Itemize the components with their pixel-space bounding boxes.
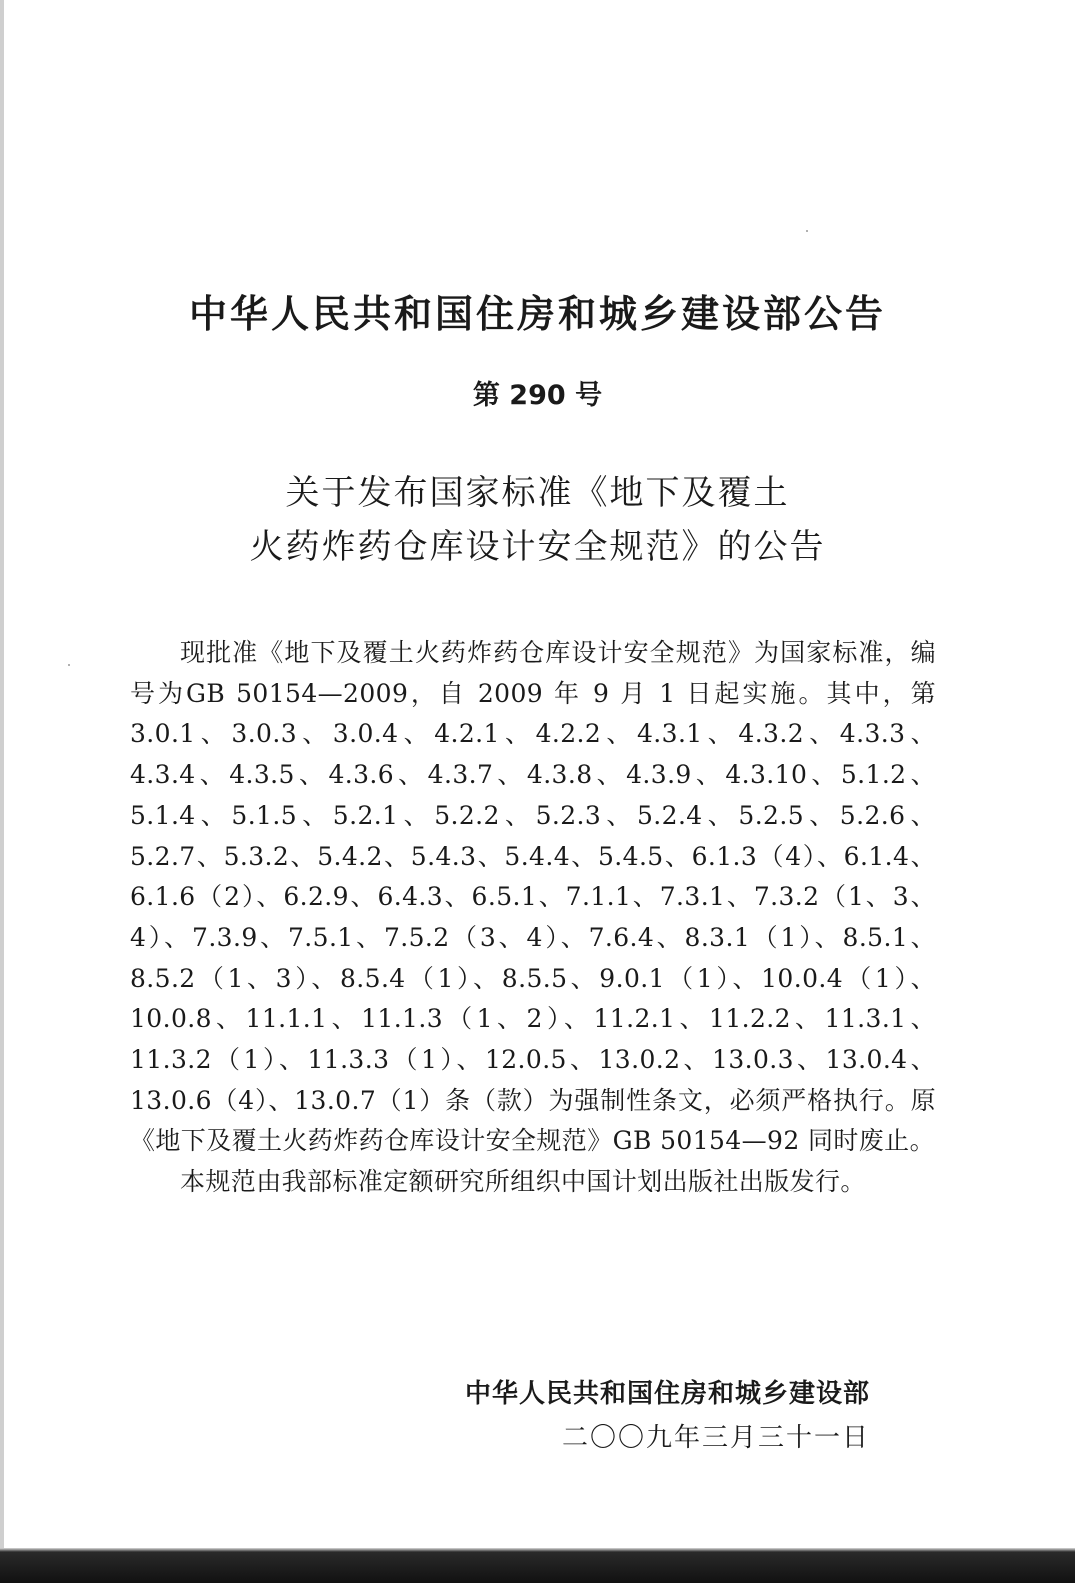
announcement-subtitle: [0, 466, 1075, 574]
subtitle-line-1: 关于发布国家标准《地下及覆土: [285, 473, 790, 513]
subtitle-line-2: 火药炸药仓库设计安全规范》的公告: [249, 527, 826, 567]
scan-left-edge: [0, 0, 4, 1583]
signature-date: 二〇〇九年三月三十一日: [561, 1423, 870, 1453]
body-paragraph-1: 现批准《地下及覆土火药炸药仓库设计安全规范》为国家标准，编号为GB 50154—2009，自 2009 年 9 月 1 日起实施。其中，第 3.0.1、3.0.3、3.0.4、4.2.1、4.2.2、4.3.1、4.3.2、4.3.3、4.3.4、4.3.5、4.3.6、4.3.7、4.3.8、4.3.9、4.3.10、5.1.2、5.1.4、5.1.5、5.2.1、5.2.2、5.2.3、5.2.4、5.2.5、5.2.6、5.2.7、5.3.2、5.4.2、5.4.3、5.4.4、5.4.5、6.1.3（4）、6.1.4、6.1.6（2）、6.2.9、6.4.3、6.5.1、7.1.1、7.3.1、7.3.2（1、3、4）、7.3.9、7.5.1、7.5.2（3、4）、7.6.4、8.3.1（1）、8.5.1、8.5.2（1、3）、8.5.4（1）、8.5.5、9.0.1（1）、10.0.4（1）、10.0.8、11.1.1、11.1.3（1、2）、11.2.1、11.2.2、11.3.1、11.3.2（1）、11.3.3（1）、12.0.5、13.0.2、13.0.3、13.0.4、13.0.6（4）、13.0.7（1）条（款）为强制性条文，必须严格执行。原《地下及覆土火药炸药仓库设计安全规范》GB 50154—92 同时废止。: [130, 638, 936, 1156]
body-paragraph-2: 本规范由我部标准定额研究所组织中国计划出版社出版发行。: [180, 1167, 866, 1197]
signature-block: [465, 1372, 870, 1460]
scan-bottom-shadow: [0, 1548, 1075, 1583]
scan-speck: [68, 664, 70, 666]
scan-speck: [806, 230, 808, 232]
announcement-title: 中华人民共和国住房和城乡建设部公告: [188, 292, 886, 336]
announcement-body: [130, 633, 936, 1203]
announcement-number: 第 290 号: [472, 380, 603, 411]
signature-organization: 中华人民共和国住房和城乡建设部: [464, 1379, 870, 1409]
